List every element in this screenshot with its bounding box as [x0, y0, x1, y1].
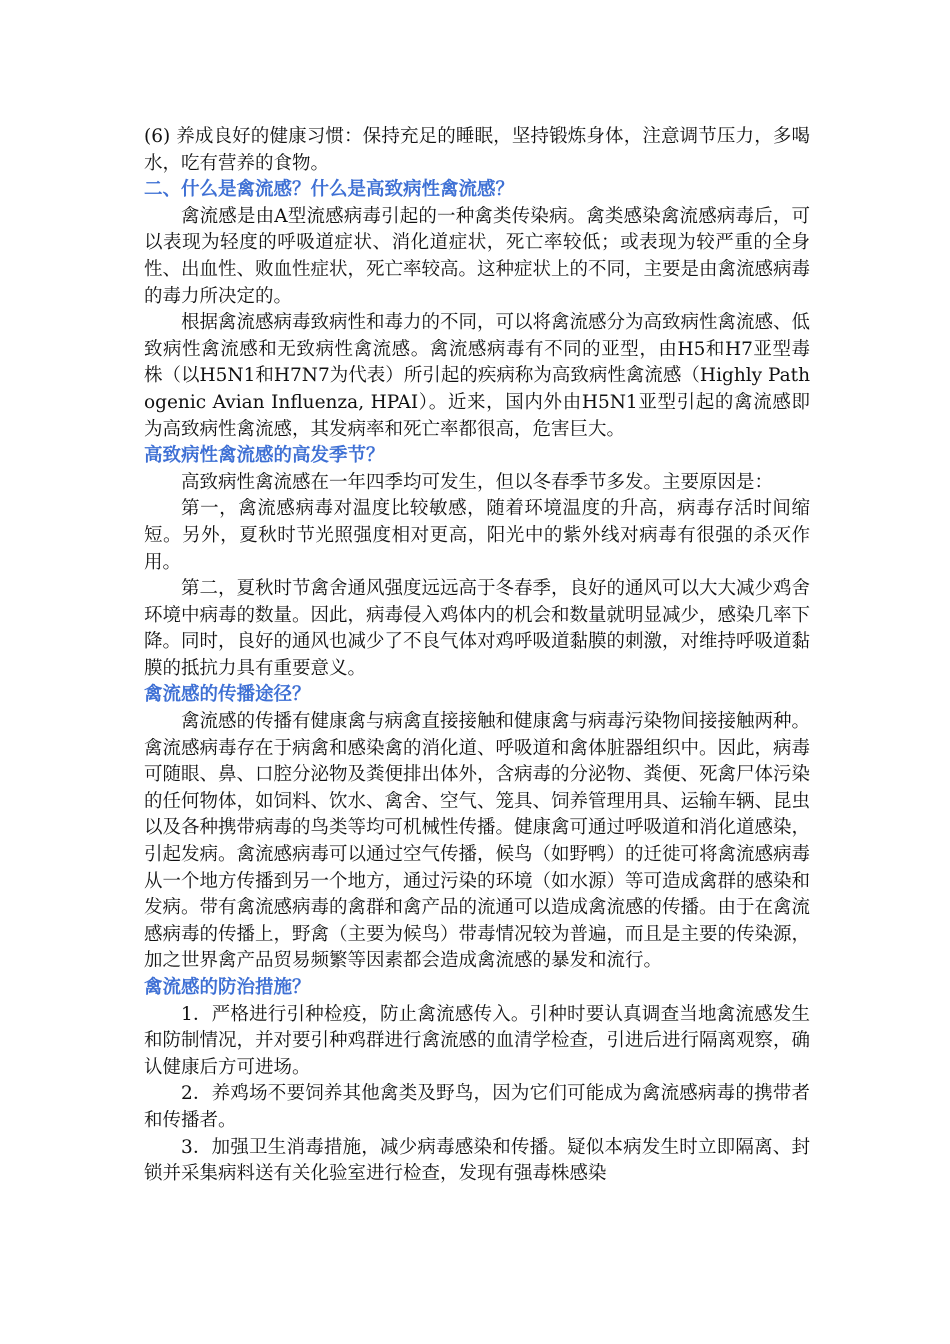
paragraph-prevention-1: 1．严格进行引种检疫，防止禽流感传入。引种时要认真调查当地禽流感发生和防制情况，并对要引种鸡群进行禽流感的血清学检查，引进后进行隔离观察，确认健康后方可进场。 [144, 1003, 811, 1078]
paragraph-transmission: 禽流感的传播有健康禽与病禽直接接触和健康禽与病毒污染物间接接触两种。禽流感病毒存在于病禽和感染禽的消化道、呼吸道和禽体脏器组织中。因此，病毒可随眼、鼻、口腔分泌物及粪便排出体外，含病毒的分泌物、粪便、死禽尸体污染的任何物体，如饲料、饮水、禽舍、空气、笼具、饲养管理用具、运输车辆、昆虫以及各种携带病毒的鸟类等均可机械性传播。健康禽可通过呼吸道和消化道感染，引起发病。禽流感病毒可以通过空气传播，候鸟（如野鸭）的迁徙可将禽流感病毒从一个地方传播到另一个地方，通过污染的环境（如水源）等可造成禽群的感染和发病。带有禽流感病毒的禽群和禽产品的流通可以造成禽流感的传播。由于在禽流感病毒的传播上，野禽（主要为候鸟）带毒情况较为普遍，而且是主要的传染源，加之世界禽产品贸易频繁等因素都会造成禽流感的暴发和流行。 [144, 711, 811, 972]
section-heading-transmission: 禽流感的传播途径？ [144, 684, 311, 706]
section-heading-high-season: 高致病性禽流感的高发季节？ [144, 445, 385, 467]
paragraph-season-reason-1: 第一，禽流感病毒对温度比较敏感，随着环境温度的升高，病毒存活时间缩短。另外，夏秋时节光照强度相对更高，阳光中的紫外线对病毒有很强的杀灭作用。 [144, 498, 810, 573]
paragraph-definition: 禽流感是由A型流感病毒引起的一种禽类传染病。禽类感染禽流感病毒后，可以表现为轻度的呼吸道症状、消化道症状，死亡率较低；或表现为较严重的全身性、出血性、败血性症状，死亡率较高。这种症状上的不同，主要是由禽流感病毒的毒力所决定的。 [144, 205, 811, 307]
paragraph-hpai-classification: 根据禽流感病毒致病性和毒力的不同，可以将禽流感分为高致病性禽流感、低致病性禽流感和无致病性禽流感。禽流感病毒有不同的亚型，由H5和H7亚型毒株（以H5N1和H7N7为代表）所引起的疾病称为高致病性禽流感（Highly Pathogenic Avian Influenza, HPAI）。近来，国内外由H5N1亚型引起的禽流感即为高致病性禽流感，其发病率和死亡率都很高，危害巨大。 [144, 312, 811, 440]
paragraph-prevention-3: 3．加强卫生消毒措施，减少病毒感染和传播。疑似本病发生时立即隔离、封锁并采集病料送有关化验室进行检查，发现有强毒株感染 [144, 1136, 810, 1185]
paragraph-prevention-2: 2．养鸡场不要饲养其他禽类及野鸟，因为它们可能成为禽流感病毒的携带者和传播者。 [144, 1083, 810, 1131]
section-heading-prevention: 禽流感的防治措施？ [144, 977, 311, 998]
document-page [144, 124, 810, 1188]
intro-item-6: (6) 养成良好的健康习惯：保持充足的睡眠，坚持锻炼身体，注意调节压力，多喝水，吃有营养的食物。 [144, 126, 810, 174]
paragraph-season-reason-2: 第二，夏秋时节禽舍通风强度远远高于冬春季，良好的通风可以大大减少鸡舍环境中病毒的数量。因此，病毒侵入鸡体内的机会和数量就明显减少，感染几率下降。同时，良好的通风也减少了不良气体对鸡呼吸道黏膜的刺激，对维持呼吸道黏膜的抵抗力具有重要意义。 [144, 578, 811, 679]
section-heading-what-is-avian-flu: 二、什么是禽流感？什么是高致病性禽流感？ [144, 179, 515, 201]
paragraph-season-intro: 高致病性禽流感在一年四季均可发生，但以冬春季节多发。主要原因是： [181, 471, 774, 493]
